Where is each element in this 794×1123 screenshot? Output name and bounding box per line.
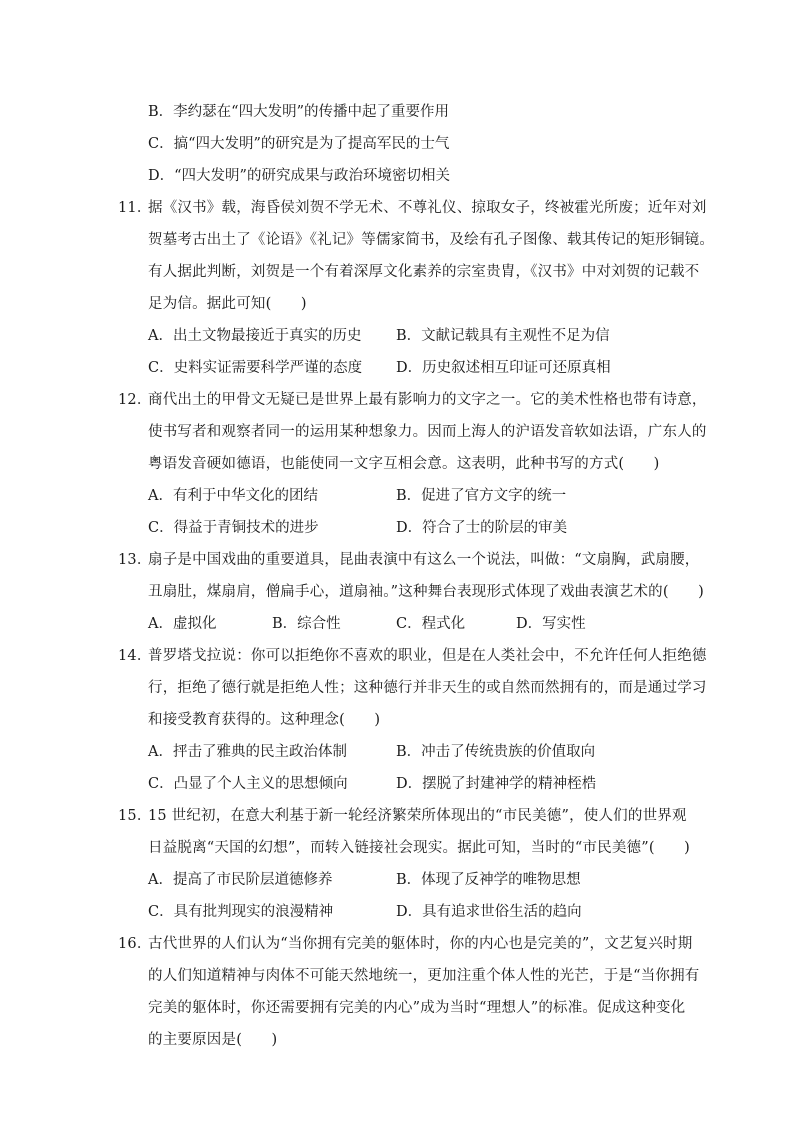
q14-option-c[interactable]: C．凸显了个人主义的思想倾向 (148, 776, 348, 792)
q10-option-d[interactable]: D．“四大发明”的研究成果与政治环境密切相关 (148, 168, 450, 184)
q15-option-c[interactable]: C．具有批判现实的浪漫精神 (148, 904, 334, 920)
q14-number: 14． (118, 648, 152, 664)
q14-option-a[interactable]: A．抨击了雅典的民主政治体制 (148, 744, 347, 760)
q13-option-a[interactable]: A．虚拟化 (148, 616, 217, 632)
q11-stem-line: 贺墓考古出土了《论语》《礼记》等儒家简书，及绘有孔子图像、载其传记的矩形铜镜。 (148, 232, 715, 248)
q11-stem-line: 据《汉书》载，海昏侯刘贺不学无术、不尊礼仪、掠取女子，终被霍光所废；近年对刘 (148, 200, 707, 216)
q15-option-b[interactable]: B．体现了反神学的唯物思想 (396, 872, 581, 888)
q11-stem-line: 有人据此判断，刘贺是一个有着深厚文化素养的宗室贵胄，《汉书》中对刘贺的记载不 (148, 264, 700, 280)
q15-option-d[interactable]: D．具有追求世俗生活的趋向 (396, 904, 582, 920)
q12-stem-line: 商代出土的甲骨文无疑已是世界上最有影响力的文字之一。它的美术性格也带有诗意， (148, 392, 707, 408)
q15-number: 15． (118, 808, 152, 824)
q11-option-a[interactable]: A．出土文物最接近于真实的历史 (148, 328, 362, 344)
q14-stem-line: 普罗塔戈拉说：你可以拒绝你不喜欢的职业，但是在人类社会中，不允许任何人拒绝德 (148, 648, 707, 664)
q16-stem-line: 的人们知道精神与肉体不可能天然地统一，更加注重个体人性的光芒，于是“当你拥有 (148, 968, 700, 984)
q14-option-d[interactable]: D．摆脱了封建神学的精神桎梏 (396, 776, 597, 792)
q11-stem-line: 足为信。据此可知( ) (148, 296, 307, 312)
q13-number: 13． (118, 552, 152, 568)
q16-stem-line: 古代世界的人们认为“当你拥有完美的躯体时，你的内心也是完美的”，文艺复兴时期 (148, 936, 693, 952)
q14-stem-line: 和接受教育获得的。这种理念( ) (148, 712, 381, 728)
q13-option-c[interactable]: C．程式化 (396, 616, 466, 632)
q13-option-d[interactable]: D．写实性 (516, 616, 586, 632)
q15-stem-line: 15 世纪初，在意大利基于新一轮经济繁荣所体现出的“市民美德”，使人们的世界观 (148, 808, 687, 824)
q16-number: 16． (118, 936, 152, 952)
q12-option-b[interactable]: B．促进了官方文字的统一 (396, 488, 567, 504)
q13-option-b[interactable]: B．综合性 (272, 616, 341, 632)
q12-number: 12． (118, 392, 152, 408)
q13-stem-line: 丑扇肚，煤扇肩，僧扁手心，道扇袖。”这种舞台表现形式体现了戏曲表演艺术的( ) (148, 584, 704, 600)
q14-stem-line: 行，拒绝了德行就是拒绝人性；这种德行并非天生的或自然而然拥有的，而是通过学习 (148, 680, 707, 696)
q16-stem-line: 的主要原因是( ) (148, 1032, 278, 1048)
q12-option-a[interactable]: A．有利于中华文化的团结 (148, 488, 318, 504)
q10-option-c[interactable]: C．搞“四大发明”的研究是为了提高军民的士气 (148, 136, 450, 152)
q15-option-a[interactable]: A．提高了市民阶层道德修养 (148, 872, 333, 888)
q13-stem-line: 扇子是中国戏曲的重要道具，昆曲表演中有这么一个说法，叫做：“文扇胸，武扇腰， (148, 552, 700, 568)
q14-option-b[interactable]: B．冲击了传统贵族的价值取向 (396, 744, 596, 760)
q11-option-d[interactable]: D．历史叙述相互印证可还原真相 (396, 360, 611, 376)
q11-number: 11． (118, 200, 152, 216)
q12-option-d[interactable]: D．符合了士的阶层的审美 (396, 520, 568, 536)
q12-stem-line: 使书写者和观察者同一的运用某种想象力。因而上海人的沪语发音软如法语，广东人的 (148, 424, 707, 440)
q16-stem-line: 完美的躯体时，你还需要拥有完美的内心”成为当时“理想人”的标准。促成这种变化 (148, 1000, 686, 1016)
q11-option-c[interactable]: C．史料实证需要科学严谨的态度 (148, 360, 363, 376)
q10-option-b[interactable]: B．李约瑟在“四大发明”的传播中起了重要作用 (148, 104, 449, 120)
q12-stem-line: 粤语发音硬如德语，也能使同一文字互相会意。这表明，此种书写的方式( ) (148, 456, 660, 472)
q12-option-c[interactable]: C．得益于青铜技术的进步 (148, 520, 319, 536)
q11-option-b[interactable]: B．文献记载具有主观性不足为信 (396, 328, 610, 344)
q15-stem-line: 日益脱离“天国的幻想”，而转入链接社会现实。据此可知，当时的“市民美德”( ) (148, 840, 690, 856)
